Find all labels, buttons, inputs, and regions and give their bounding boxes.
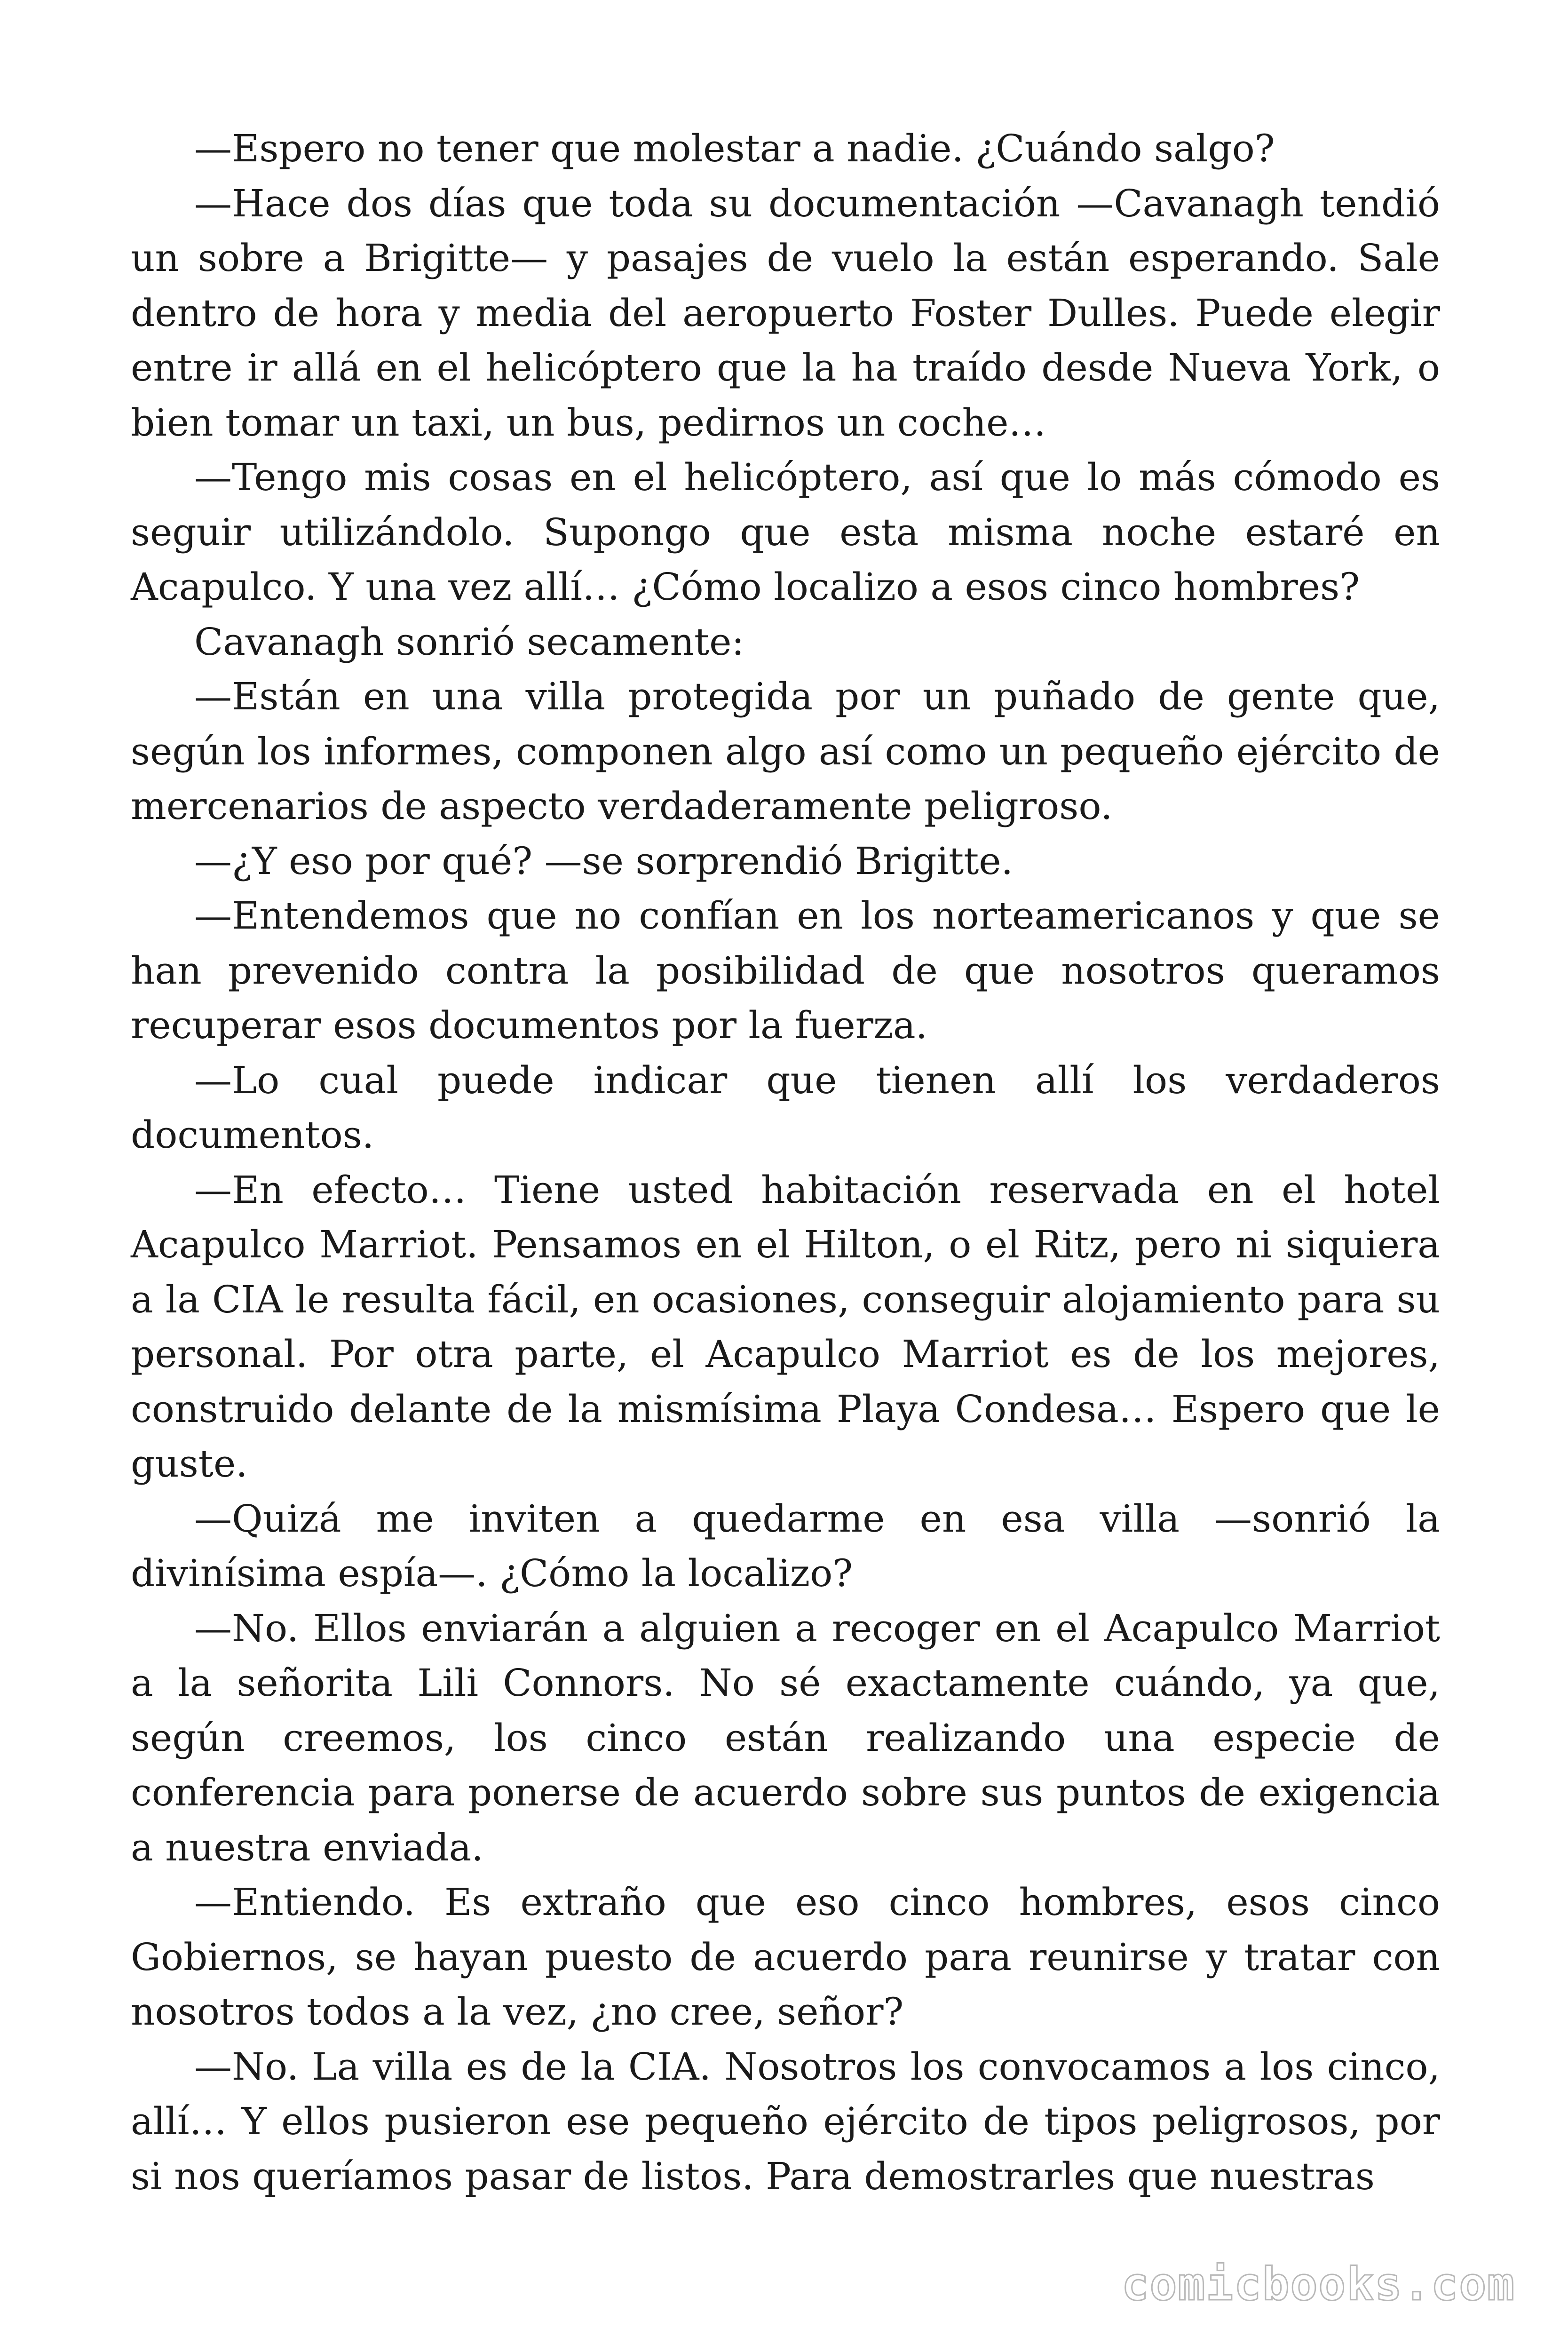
watermark-logo: comicbooks.com xyxy=(1121,2258,1515,2311)
paragraph: —Quizá me inviten a quedarme en esa villa —sonrió la divinísima espía—. ¿Cómo la localizo? xyxy=(131,1496,1440,1595)
paragraph: —Tengo mis cosas en el helicóptero, así que lo más cómodo es seguir utilizándolo. Supongo que esta misma noche estaré en Acapulco. Y una vez allí… ¿Cómo localizo a esos cinco hombres? xyxy=(131,455,1440,609)
paragraph: —No. Ellos enviarán a alguien a recoger en el Acapulco Marriot a la señorita Lili Connors. No sé exactamente cuándo, ya que, según creemos, los cinco están realizando una especie de conferencia para ponerse de acuerdo sobre sus puntos de exigencia a nuestra enviada. xyxy=(131,1606,1440,1869)
paragraph: —Entendemos que no confían en los norteamericanos y que se han prevenido contra la posibilidad de que nosotros queramos recuperar esos documentos por la fuerza. xyxy=(131,894,1440,1047)
paragraph: —¿Y eso por qué? —se sorprendió Brigitte. xyxy=(194,839,1014,883)
paragraph: —No. La villa es de la CIA. Nosotros los convocamos a los cinco, allí… Y ellos pusieron ese pequeño ejército de tipos peligrosos, por si nos queríamos pasar de listos. Para demostrarles que nuestras xyxy=(131,2044,1440,2198)
paragraph: —Entiendo. Es extraño que eso cinco hombres, esos cinco Gobiernos, se hayan puesto de acuerdo para reunirse y tratar con nosotros todos a la vez, ¿no cree, señor? xyxy=(131,1880,1440,2034)
paragraph: —Hace dos días que toda su documentación —Cavanagh tendió un sobre a Brigitte— y pasajes de vuelo la están esperando. Sale dentro de hora y media del aeropuerto Foster Dulles. Puede elegir entre ir allá en el helicóptero que la ha traído desde Nueva York, o bien tomar un taxi, un bus, pedirnos un coche… xyxy=(131,181,1440,445)
book-page-text xyxy=(131,121,1440,2204)
paragraph: —Espero no tener que molestar a nadie. ¿Cuándo salgo? xyxy=(194,127,1275,170)
paragraph: Cavanagh sonrió secamente: xyxy=(194,620,744,664)
paragraph: —Lo cual puede indicar que tienen allí los verdaderos documentos. xyxy=(131,1058,1440,1157)
paragraph: —En efecto… Tiene usted habitación reservada en el hotel Acapulco Marriot. Pensamos en el Hilton, o el Ritz, pero ni siquiera a la CIA le resulta fácil, en ocasiones, conseguir alojamiento para su personal. Por otra parte, el Acapulco Marriot es de los mejores, construido delante de la mismísima Playa Condesa… Espero que le guste. xyxy=(131,1168,1440,1486)
paragraph: —Están en una villa protegida por un puñado de gente que, según los informes, componen algo así como un pequeño ejército de mercenarios de aspecto verdaderamente peligroso. xyxy=(131,675,1440,828)
